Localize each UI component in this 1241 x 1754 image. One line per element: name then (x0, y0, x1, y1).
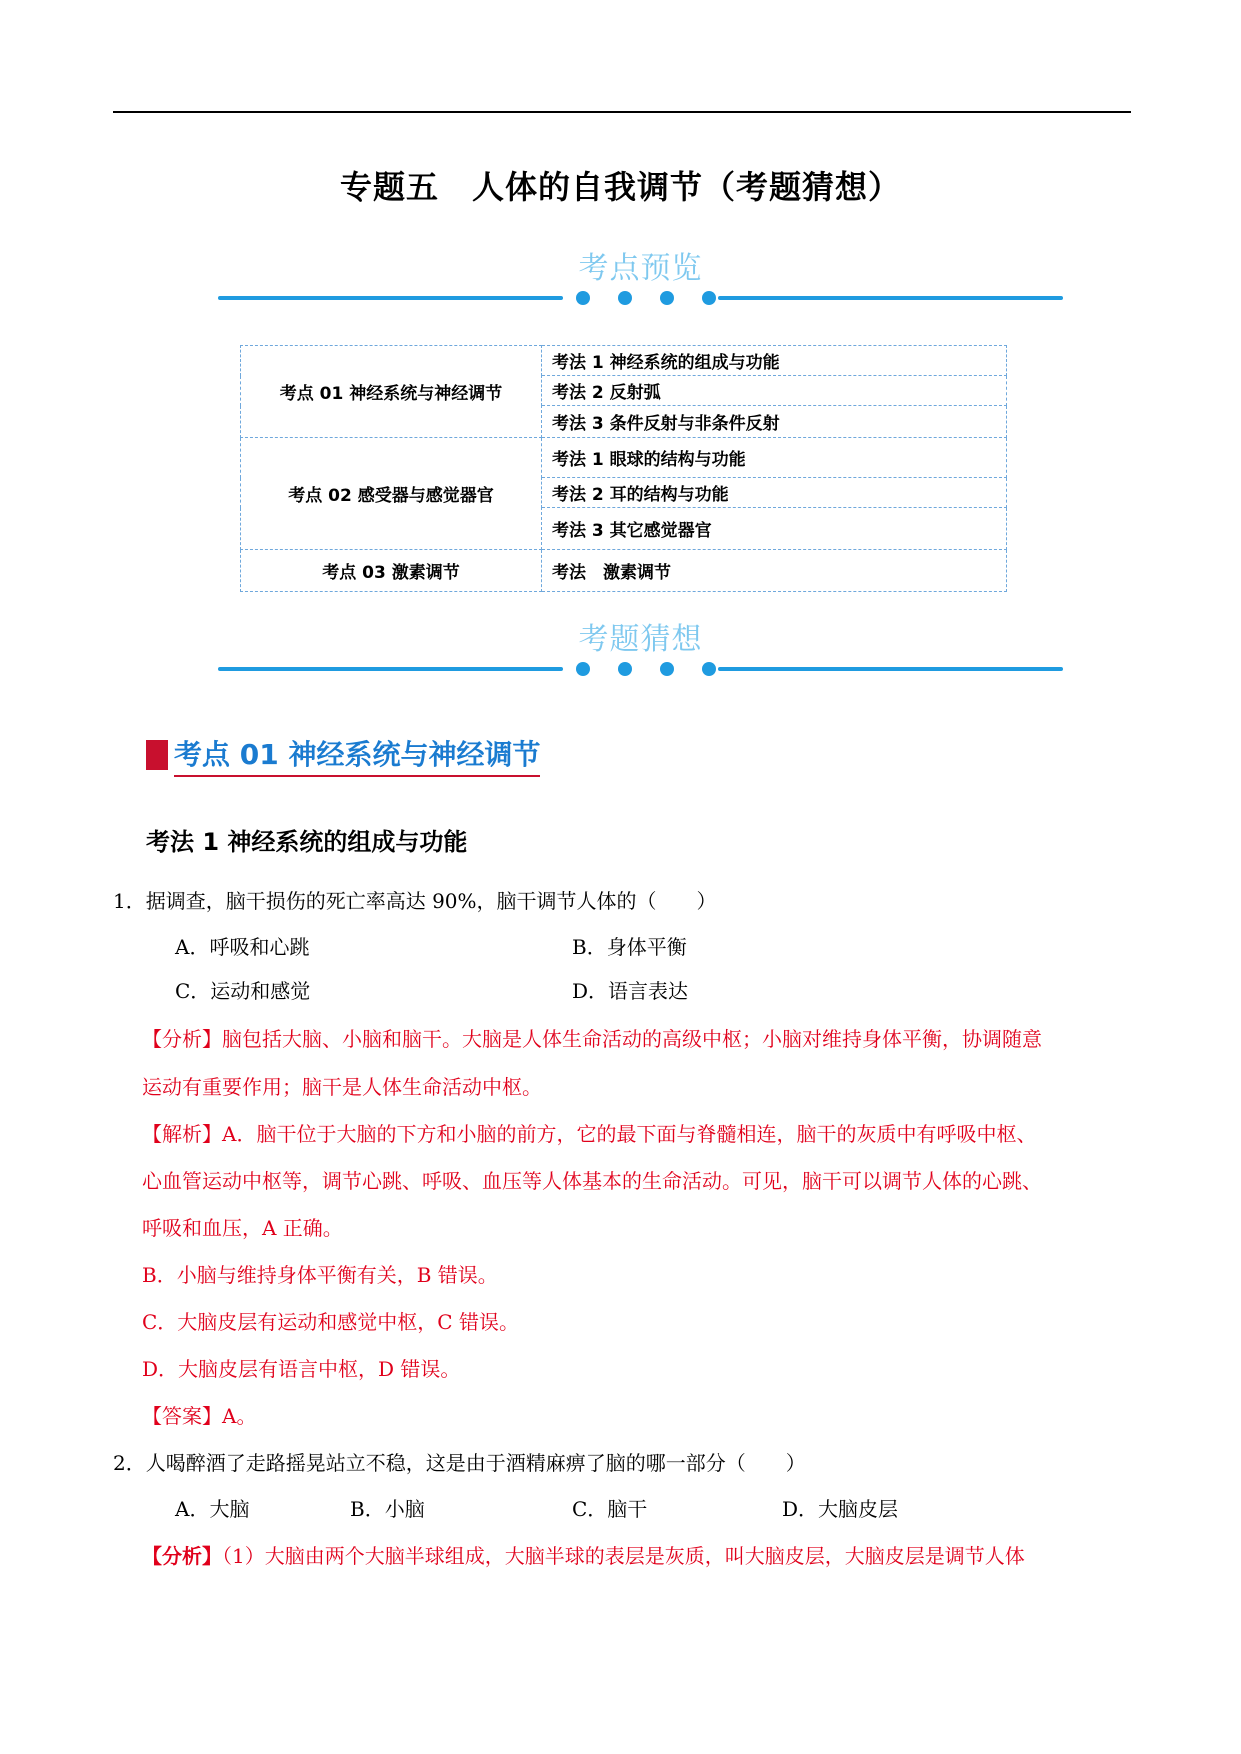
kaofa-cell: 考法 3 条件反射与非条件反射 (542, 406, 1007, 438)
option-b: B．身体平衡 (572, 935, 687, 959)
section-heading (146, 733, 540, 777)
banner-line-right (718, 296, 1063, 300)
header-rule (113, 111, 1131, 113)
option-b: B．小脑 (350, 1497, 425, 1521)
analysis-tag: 【分析】 (142, 1544, 222, 1568)
banner-dot (618, 291, 632, 305)
section-heading-text: 考点 01 神经系统与神经调节 (174, 733, 540, 777)
banner-line-right (718, 667, 1063, 671)
q1-answer: 【答案】A。 (142, 1404, 257, 1428)
banner-dot (576, 662, 590, 676)
kaofa-cell: 考法 1 神经系统的组成与功能 (542, 346, 1007, 376)
kaodian-cell: 考点 02 感受器与感觉器官 (241, 438, 542, 550)
banner-line-left (218, 667, 563, 671)
banner-dot (660, 291, 674, 305)
q2-analysis-text: （1）大脑由两个大脑半球组成，大脑半球的表层是灰质，叫大脑皮层，大脑皮层是调节人体 (222, 1544, 1025, 1568)
overview-table (240, 345, 1007, 592)
kaodian-cell: 考点 01 神经系统与神经调节 (241, 346, 542, 438)
option-c: C．运动和感觉 (175, 979, 311, 1003)
banner-dot (660, 662, 674, 676)
guess-banner-title: 考题猜想 (578, 622, 703, 657)
banner-dot (702, 291, 716, 305)
banner-dot (576, 291, 590, 305)
option-a: A．呼吸和心跳 (175, 935, 310, 959)
q1-analysis-line: 【分析】脑包括大脑、小脑和脑干。大脑是人体生命活动的高级中枢；小脑对维持身体平衡，协调随意 (142, 1027, 1042, 1051)
q1-explanation-line: 呼吸和血压，A 正确。 (142, 1216, 343, 1240)
preview-banner (218, 243, 1063, 323)
guess-banner (218, 614, 1063, 694)
option-a: A．大脑 (175, 1497, 250, 1521)
subsection-heading: 考法 1 神经系统的组成与功能 (146, 828, 468, 856)
kaofa-cell: 考法 2 反射弧 (542, 376, 1007, 406)
q1-explanation-line: B．小脑与维持身体平衡有关，B 错误。 (142, 1263, 498, 1287)
q1-explanation-line: 【解析】A．脑干位于大脑的下方和小脑的前方，它的最下面与脊髓相连，脑干的灰质中有呼吸中枢、 (142, 1122, 1037, 1146)
q1-explanation-line: C．大脑皮层有运动和感觉中枢，C 错误。 (142, 1310, 519, 1334)
banner-dot (702, 662, 716, 676)
q1-explanation-line: D．大脑皮层有语言中枢，D 错误。 (142, 1357, 461, 1381)
option-d: D．大脑皮层 (782, 1497, 899, 1521)
option-c: C．脑干 (572, 1497, 648, 1521)
preview-banner-title: 考点预览 (578, 251, 703, 286)
section-marker (146, 740, 168, 770)
kaodian-cell: 考点 03 激素调节 (241, 550, 542, 592)
question-2-stem: 2．人喝醉酒了走路摇晃站立不稳，这是由于酒精麻痹了脑的哪一部分（ ） (113, 1451, 806, 1475)
option-d: D．语言表达 (572, 979, 689, 1003)
question-1-stem: 1．据调查，脑干损伤的死亡率高达 90%，脑干调节人体的（ ） (113, 889, 717, 913)
kaofa-cell: 考法 1 眼球的结构与功能 (542, 438, 1007, 478)
kaofa-cell: 考法 激素调节 (542, 550, 1007, 592)
banner-dot (618, 662, 632, 676)
q1-explanation-line: 心血管运动中枢等，调节心跳、呼吸、血压等人体基本的生命活动。可见，脑干可以调节人体的心跳、 (142, 1169, 1042, 1193)
q2-analysis-line (142, 1542, 1025, 1570)
kaofa-cell: 考法 3 其它感觉器官 (542, 508, 1007, 550)
banner-line-left (218, 296, 563, 300)
document-title: 专题五 人体的自我调节（考题猜想） (339, 168, 901, 206)
q1-analysis-line: 运动有重要作用；脑干是人体生命活动中枢。 (142, 1075, 542, 1099)
kaofa-cell: 考法 2 耳的结构与功能 (542, 478, 1007, 508)
